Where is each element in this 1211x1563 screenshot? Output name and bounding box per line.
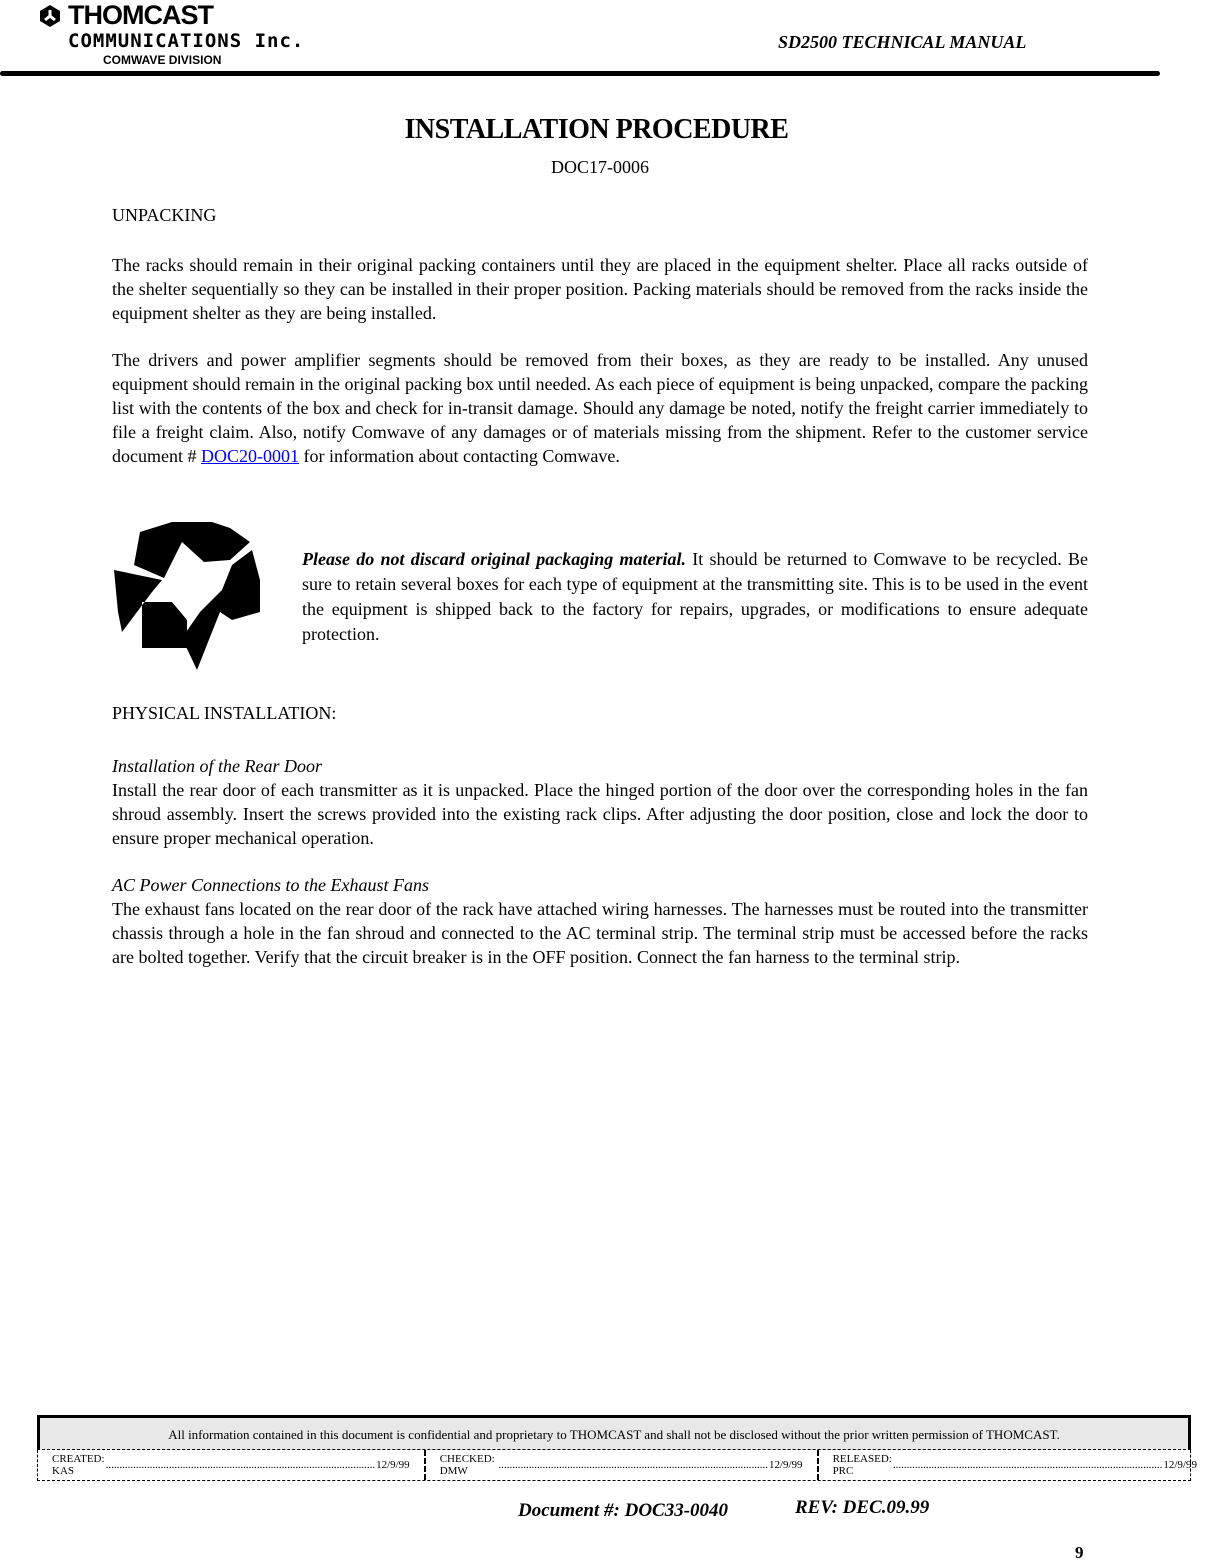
logo-division: COMWAVE DIVISION [103,53,222,67]
physical-heading: PHYSICAL INSTALLATION: [112,703,337,723]
company-logo [38,0,213,31]
checked-label: CHECKED: DMW [439,1453,495,1477]
rear-door-heading: Installation of the Rear Door [112,756,322,776]
released-label: RELEASED: PRC [832,1453,892,1477]
ac-text: The exhaust fans located on the rear door of the rack have attached wiring harnesses. The harnesses must be routed into the transmitter chassis through a hole in the fan shroud and connected to the AC terminal strip. The terminal strip must be accessed before the racks are bolted together. Verify that the circuit breaker is in the OFF position. Connect the fan harness to the terminal strip. [112,899,1088,967]
header-divider [0,71,1160,76]
logo-thomcast: THOMCAST [68,0,213,30]
created-cell [38,1450,426,1480]
recycle-notice-text: It should be returned to Comwave to be recycled. Be sure to retain several boxes for each type of equipment at the transmitting site. This is to be used in the event the equipment is shipped back to the factory for repairs, upgrades, or modifications to ensure adequate protection. [302,549,1088,644]
page-number: 9 [1075,1543,1084,1562]
checked-date: 12/9/99 [768,1459,803,1471]
created-date: 12/9/99 [376,1459,410,1471]
signoff-row [37,1450,1197,1481]
checked-cell [426,1450,819,1480]
logo-communications: COMMUNICATIONS Inc. [68,30,305,52]
released-date: 12/9/99 [1163,1459,1197,1471]
manual-title: SD2500 TECHNICAL MANUAL [778,32,1027,52]
recycle-notice-bold: Please do not discard original packaging material. [302,549,687,569]
confidential-notice: All information contained in this document is confidential and proprietary to THOMCAST and shall not be disclosed without the prior written permission of THOMCAST. [37,1415,1191,1450]
paragraph-text: The drivers and power amplifier segments should be removed from their boxes, as they are ready to be installed. Any unused equipment should remain in the original packing box until needed. As each piece of equipment is being unpacked, compare the packing list with the contents of the box and check for in-transit damage. Should any damage be noted, notify the freight carrier immediately to file a freight claim. Also, notify Comwave of any damages or of materials missing from the shipment. Refer to the customer service document # [112,350,1088,466]
released-cell [819,1450,1211,1480]
recycle-icon [112,520,262,672]
dot-leader: .................................................................................................. [892,1459,1163,1471]
rear-door-text: Install the rear door of each transmitter as it is unpacked. Place the hinged portion of the door over the corresponding holes in the fan shroud assembly. Insert the screws provided into the existing rack clips. After adjusting the door position, close and lock the door to ensure proper mechanical operation. [112,780,1088,848]
paragraph-text: for information about contacting Comwave. [298,446,620,466]
unpacking-paragraph-2 [112,348,1088,468]
ac-heading: AC Power Connections to the Exhaust Fans [112,875,429,895]
doc-id: DOC17-0006 [551,157,649,177]
revision: REV: DEC.09.99 [795,1497,930,1518]
unpacking-paragraph-1: The racks should remain in their original packing containers until they are placed in the equipment shelter. Place all racks outside of the shelter sequentially so they can be installed in their proper position. Packing materials should be removed from the racks inside the equipment shelter as they are being installed. [112,255,1088,323]
recycle-notice [302,547,1088,647]
dot-leader: .................................................................................................. [495,1459,768,1471]
document-number: Document #: DOC33-0040 [518,1500,729,1521]
unpacking-heading: UNPACKING [112,205,217,225]
thomcast-logo-icon [38,4,62,28]
dot-leader: .................................................................................................. [105,1459,376,1471]
doc20-0001-link[interactable]: DOC20-0001 [200,446,299,466]
created-label: CREATED: KAS [52,1453,105,1477]
page-title: INSTALLATION PROCEDURE [404,114,789,145]
